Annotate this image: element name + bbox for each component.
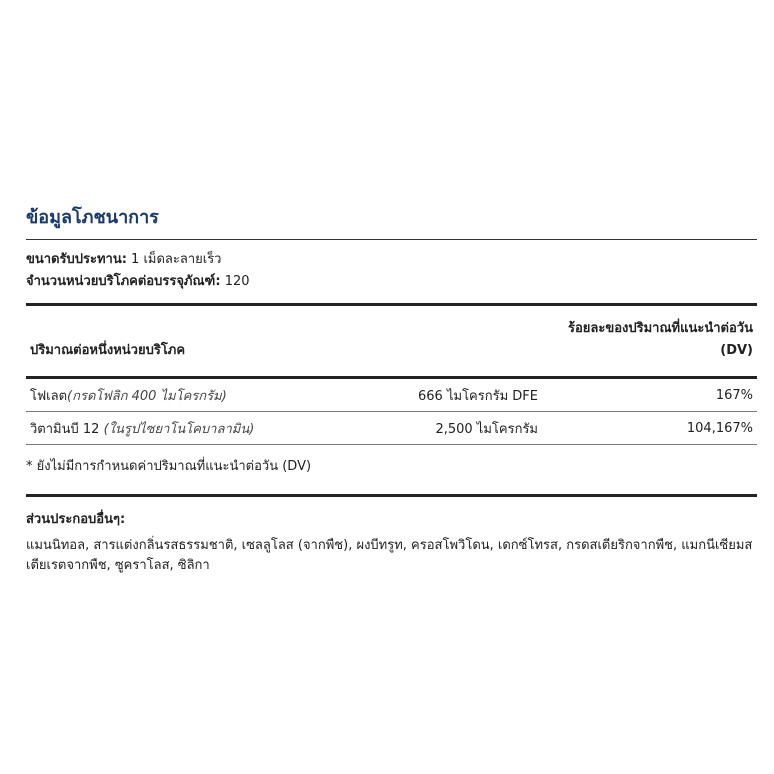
- other-ingredients-text: แมนนิทอล, สารแต่งกลิ่นรสธรรมชาติ, เซลลูโลส (จากพืช), ผงบีทรูท, ครอสโพวิโดน, เดกซ์โทรส, กรดสเตียริกจากพืช, แมกนีเซียมสเตียเรตจากพืช, ซูคราโลส, ซิลิกา: [26, 538, 753, 573]
- other-ingredients: [26, 497, 757, 576]
- serving-size: [26, 249, 757, 271]
- serving-size-label: ขนาดรับประทาน:: [26, 252, 127, 267]
- panel-title: ข้อมูลโภชนาการ: [26, 206, 757, 240]
- nutrient-dv: 104,167%: [686, 420, 753, 436]
- header-dv-line2: (DV): [720, 343, 753, 358]
- header-daily-value: [568, 318, 753, 362]
- header-dv-line1: ร้อยละของปริมาณที่แนะนำต่อวัน: [567, 321, 753, 336]
- nutrient-dv: 167%: [715, 387, 753, 403]
- nutrient-label: โฟเลต: [30, 388, 68, 404]
- nutrient-amount: 666 ไมโครกรัม DFE: [418, 388, 538, 404]
- servings-count-label: จำนวนหน่วยบริโภคต่อบรรจุภัณฑ์:: [26, 274, 221, 289]
- other-ingredients-heading: ส่วนประกอบอื่นๆ:: [26, 512, 126, 527]
- nutrient-amount: 2,500 ไมโครกรัม: [435, 421, 538, 437]
- serving-size-value: 1 เม็ดละลายเร็ว: [126, 252, 222, 267]
- nutrient-label: วิตามินบี 12: [30, 421, 104, 437]
- supplement-facts-panel: [26, 206, 757, 576]
- servings-per-container: [26, 271, 757, 293]
- nutrient-row-vitamin-b12: [26, 412, 757, 444]
- serving-info: [26, 240, 757, 303]
- nutrient-name: [30, 418, 390, 439]
- nutrient-name: [30, 385, 390, 406]
- nutrient-detail: (กรดโฟลิก 400 ไมโครกรัม): [67, 388, 227, 404]
- table-header: [26, 306, 757, 376]
- header-amount-per-serving: ปริมาณต่อหนึ่งหน่วยบริโภค: [30, 343, 186, 358]
- servings-count-value: 120: [220, 274, 250, 289]
- nutrient-detail: (ในรูปไซยาโนโคบาลามิน): [103, 421, 255, 437]
- nutrient-row-folate: [26, 379, 757, 411]
- footnote: * ยังไม่มีการกำหนดค่าปริมาณที่แนะนำต่อวัน (DV): [26, 459, 312, 474]
